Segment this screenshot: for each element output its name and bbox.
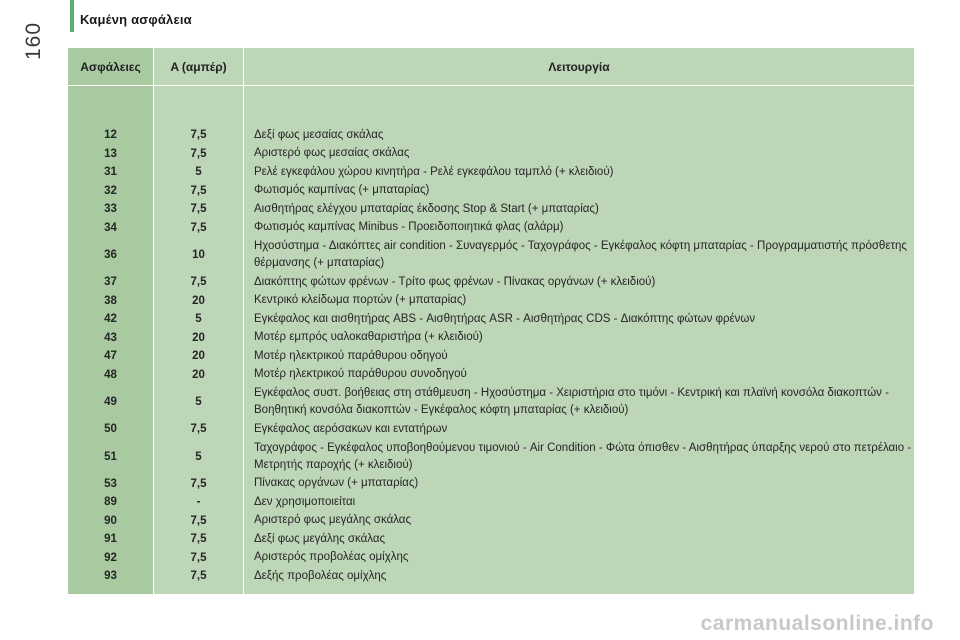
column-header-fuses: Ασφάλειες [68,48,154,86]
fuse-function-cell: Μοτέρ εμπρός υαλοκαθαριστήρα (+ κλειδιού) [254,331,483,344]
fuse-function-cell: Εγκέφαλος συστ. βοήθειας στη στάθμευση - Ηχοσύστημα - Χειριστήρια στο τιμόνι - Κεντρική και πλαϊνή κονσόλα διακοπτών - Βοηθητική κονσόλα διακοπτών - Εγκέφαλος κόφτη μπαταρίας (+ κλειδιού) [254,387,889,416]
fuse-function-cell: Εγκέφαλος αερόσακων και εντατήρων [254,422,448,435]
fuse-function-cell: Ηχοσύστημα - Διακόπτες air condition - Συναγερμός - Ταχογράφος - Εγκέφαλος κόφτη μπαταρίας - Προγραμματιστής πρόσθετης θέρμανσης (+ μπαταρίας) [254,240,907,269]
fuse-amperage-cell: 7,5 [190,423,207,436]
fuse-number-cell: 90 [104,514,117,527]
fuse-function-cell: Αριστερό φως μεγάλης σκάλας [254,514,411,527]
fuse-number-cell: 92 [104,551,117,564]
fuse-number-cell: 89 [104,496,117,509]
fuse-amperage-cell: 5 [195,450,202,463]
fuse-amperage-cell: 20 [192,331,205,344]
fuse-amperage-cell: 5 [195,313,202,326]
fuse-number-cell: 43 [104,331,117,344]
fuse-function-cell: Δεν χρησιμοποιείται [254,495,356,508]
fuse-function-cell: Αριστερός προβολέας ομίχλης [254,551,409,564]
fuse-function-cell: Δεξί φως μεγάλης σκάλας [254,532,386,545]
fuse-number-cell: 50 [104,423,117,436]
fuse-function-cell: Κεντρικό κλείδωμα πορτών (+ μπαταρίας) [254,294,467,307]
fuse-amperage-cell: 5 [195,396,202,408]
fuse-function-cell: Εγκέφαλος και αισθητήρας ABS - Αισθητήρας ASR - Αισθητήρας CDS - Διακόπτης φώτων φρένων [254,312,756,325]
function-column [244,86,914,594]
fuse-amperage-cell: 20 [192,294,205,307]
fuse-function-cell: Δεξί φως μεσαίας σκάλας [254,128,384,141]
fuse-number-cell: 49 [104,396,117,408]
fuse-function-cell: Δεξής προβολέας ομίχλης [254,569,387,582]
fuse-function-cell: Μοτέρ ηλεκτρικού παράθυρου οδηγού [254,349,448,362]
fuse-number-cell: 47 [104,350,117,363]
fuse-number-cell: 51 [104,450,117,463]
fuse-amperage-cell: 20 [192,350,205,363]
fuse-number-cell: 32 [104,184,117,197]
fuse-amperage-cell: 7,5 [190,221,207,234]
fuse-amperage-cell: 7,5 [190,514,207,527]
fuse-amperage-cell: 10 [192,249,205,261]
column-header-function: Λειτουργία [244,48,914,86]
fuse-amperage-cell: 7,5 [190,129,207,142]
fuse-function-cell: Αισθητήρας ελέγχου μπαταρίας έκδοσης Stop & Start (+ μπαταρίας) [254,202,599,215]
section-accent-bar [70,0,74,32]
fuse-number-cell: 53 [104,477,117,490]
fuse-number-cell: 13 [104,147,117,160]
column-header-amps: A (αμπέρ) [154,48,244,86]
fuse-function-cell: Πίνακας οργάνων (+ μπαταρίας) [254,477,419,490]
fuse-amperage-cell: 7,5 [190,551,207,564]
fuse-function-cell: Αριστερό φως μεσαίας σκάλας [254,147,410,160]
fuse-number-cell: 91 [104,533,117,546]
fuse-function-cell: Μοτέρ ηλεκτρικού παράθυρου συνοδηγού [254,368,467,381]
fuse-function-cell: Διακόπτης φώτων φρένων - Τρίτο φως φρένων - Πίνακας οργάνων (+ κλειδιού) [254,275,656,288]
fuse-number-cell: 48 [104,368,117,381]
watermark: carmanualsonline.info [700,612,934,635]
fuse-amperage-cell: 7,5 [190,477,207,490]
fuse-number-cell: 93 [104,570,117,583]
fuse-amperage-cell: 7,5 [190,570,207,583]
amperage-column [154,86,244,594]
fuse-number-cell: 36 [104,249,117,261]
fuse-amperage-cell: 7,5 [190,184,207,197]
fuse-amperage-cell: - [196,496,201,509]
fuse-table [68,48,914,594]
fuse-function-cell: Φωτισμός καμπίνας (+ μπαταρίας) [254,184,430,197]
fuse-function-cell: Ρελέ εγκεφάλου χώρου κινητήρα - Ρελέ εγκεφάλου ταμπλό (+ κλειδιού) [254,165,614,178]
fuse-amperage-cell: 7,5 [190,203,207,216]
fuse-function-cell: Φωτισμός καμπίνας Minibus - Προειδοποιητικά φλας (αλάρμ) [254,221,564,234]
fuse-amperage-cell: 7,5 [190,147,207,160]
page-number: 160 [22,21,45,60]
section-title: Καμένη ασφάλεια [80,12,192,27]
fuse-number-cell: 34 [104,221,117,234]
fuse-function-cell: Ταχογράφος - Εγκέφαλος υποβοηθούμενου τιμονιού - Air Condition - Φώτα όπισθεν - Αισθητήρας ύπαρξης νερού στο πετρέλαιο - Μετρητής παροχής (+ κλειδιού) [254,441,912,471]
fuse-number-cell: 42 [104,313,117,326]
fuse-number-column [68,86,154,594]
fuse-amperage-cell: 20 [192,368,205,381]
fuse-number-cell: 38 [104,294,117,307]
fuse-number-cell: 12 [104,129,117,142]
fuse-number-cell: 31 [104,166,117,179]
fuse-number-cell: 37 [104,276,117,289]
fuse-amperage-cell: 7,5 [190,276,207,289]
fuse-amperage-cell: 7,5 [190,533,207,546]
fuse-number-cell: 33 [104,203,117,216]
fuse-amperage-cell: 5 [195,166,202,179]
